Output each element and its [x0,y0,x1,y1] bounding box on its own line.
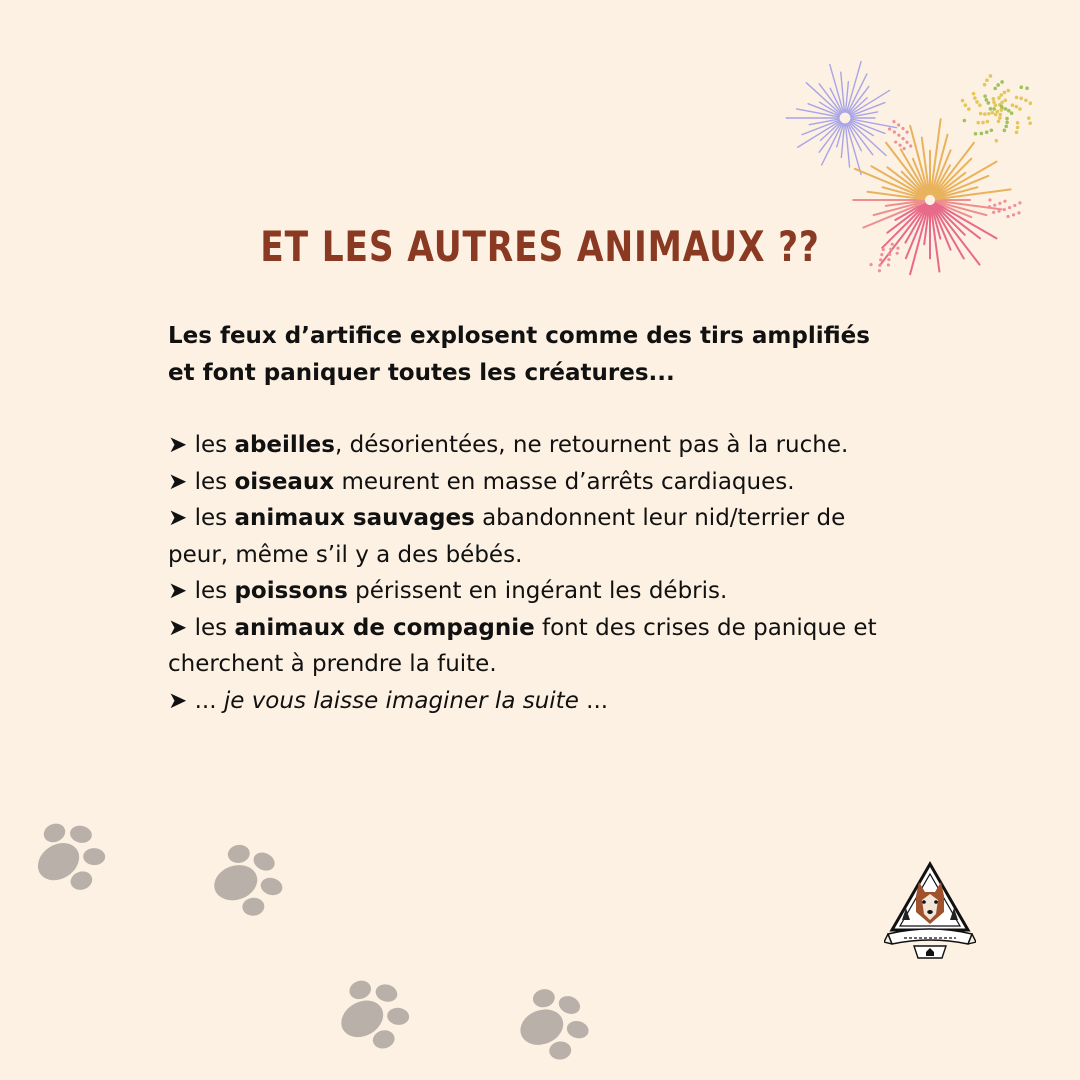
firework-dot [1018,201,1021,204]
firework-dot [986,120,990,124]
firework-dot [1007,89,1011,93]
firework-dot [905,141,908,144]
intro-text [168,318,908,391]
firework-dot [998,202,1001,205]
firework-dot [1007,109,1011,113]
firework-dot [1003,129,1007,133]
firework-dot [997,120,1001,124]
arrow-bullet-icon: ➤ [168,578,188,604]
firework-dot [981,121,985,125]
firework-dot [997,96,1001,100]
firework-dot [999,93,1003,97]
firework-dot [988,205,991,208]
husky-logo [884,860,976,968]
firework-dot [975,100,979,104]
firework-dot [987,112,991,116]
paw-print-icon [329,973,418,1057]
firework-dot [1016,126,1020,130]
firework-dot [901,137,904,140]
firework-dot [983,83,987,87]
list-item: ➤ ... je vous laisse imaginer la suite ... [168,687,609,714]
firework-dot [903,147,906,150]
firework-dot [1015,105,1019,109]
firework-dot [1019,97,1023,101]
firework-dot [897,123,900,126]
paw-print-icon [23,813,117,902]
firework-dot [1016,121,1020,125]
firework-dot [898,144,901,147]
firework-dot [1028,121,1032,125]
arrow-bullet-icon: ➤ [168,432,188,458]
firework-dot [972,92,976,96]
list-item: ➤ les abeilles, désorientées, ne retournent pas à la ruche. [168,432,849,458]
intro-line-2: et font paniquer toutes les créatures... [168,359,675,386]
firework-dot [994,139,998,143]
intro-line-1: Les feux d’artifice explosent comme des tirs amplifiés [168,323,870,349]
firework-dot [1013,204,1016,207]
firework-dot [1010,111,1014,115]
firework-dot [888,127,891,130]
firework-dot [1003,99,1007,103]
firework-dot [961,99,965,103]
list-item: ➤ les animaux sauvages abandonnent leur nid/terrier de peur, même s’il y a des bébés. [168,505,846,568]
paw-print-icon [202,838,294,924]
firework-dot [1011,103,1015,107]
firework-dot [905,131,908,134]
firework-dot [901,127,904,130]
list-item: ➤ les animaux de compagnie font des crises de panique et cherchent à prendre la fuite. [168,614,877,677]
arrow-bullet-icon: ➤ [168,468,188,495]
firework-ray [902,172,926,196]
firework-dot [990,128,994,132]
firework-dot [1008,206,1011,209]
firework-dot [983,94,987,98]
firework-dot [1024,99,1028,103]
firework-dot [989,74,993,78]
arrow-bullet-icon: ➤ [168,614,188,641]
firework-dot [996,83,1000,87]
firework-dot [1004,107,1008,111]
firework-dot [973,96,977,100]
firework-dot [1012,213,1015,216]
firework-dot [980,132,984,136]
main-text [168,318,908,719]
firework-dot [893,130,896,133]
firework-dot [1003,208,1006,211]
firework-dot [1000,104,1004,108]
firework-dot [1004,125,1008,129]
firework-dot [1015,131,1019,135]
list-item-keyword: abeilles [234,432,335,458]
firework-dot [1025,86,1029,90]
firework-dot [909,144,912,147]
firework-dot [1006,215,1009,218]
paw-print-icon [509,983,598,1067]
firework-dot [1019,85,1023,89]
firework-dot [892,120,895,123]
firework-dot [994,113,998,117]
list-item: ➤ les oiseaux meurent en masse d’arrêts cardiaques. [168,468,795,495]
firework-dot [1027,116,1031,120]
list-item-keyword: oiseaux [234,468,335,495]
list-item-keyword: poissons [234,578,348,604]
firework-dot [1005,121,1009,125]
firework-dot [985,98,989,102]
animal-list [168,427,908,719]
firework-dot [997,210,1000,213]
list-item-keyword: animaux sauvages [234,505,475,531]
firework-dot [998,116,1002,120]
firework-dot [964,103,968,107]
firework-dot [989,107,993,111]
firework-dot [983,112,987,116]
arrow-bullet-icon: ➤ [168,505,188,531]
firework-dot [1015,96,1019,100]
firework-dot [979,112,983,116]
firework-dot [992,97,996,101]
firework-dot [967,107,971,111]
firework-dot [1017,211,1020,214]
firework-dot [1018,107,1022,111]
firework-dot [1000,100,1004,104]
firework-dot [985,78,989,82]
firework-dot [985,130,989,134]
firework-dot [1000,80,1004,84]
firework-dot [974,132,978,136]
firework-dot [963,119,967,123]
firework-dot [999,108,1003,112]
firework-dot [1029,101,1033,105]
firework-dot [897,134,900,137]
firework-dot [1003,200,1006,203]
firework-dot [894,140,897,143]
list-item-italic: je vous laisse imaginer la suite [223,687,579,714]
firework-dot [992,100,996,104]
list-item-keyword: animaux de compagnie [234,614,535,641]
firework-dot [991,111,995,115]
firework-dot [1003,91,1007,95]
firework-dot [988,198,991,201]
firework-dot [992,211,995,214]
firework-dot [993,204,996,207]
arrow-bullet-icon: ➤ [168,687,188,714]
firework-dot [1005,117,1009,121]
page-title: ET LES AUTRES ANIMAUX ?? [260,222,820,271]
list-item: ➤ les poissons périssent en ingérant les débris. [168,578,728,604]
firework-dot [978,103,982,107]
firework-dot [987,101,991,105]
firework-dot [993,87,997,91]
firework-dot [976,121,980,125]
firework-dot [992,107,996,111]
firework-dot [998,113,1002,117]
